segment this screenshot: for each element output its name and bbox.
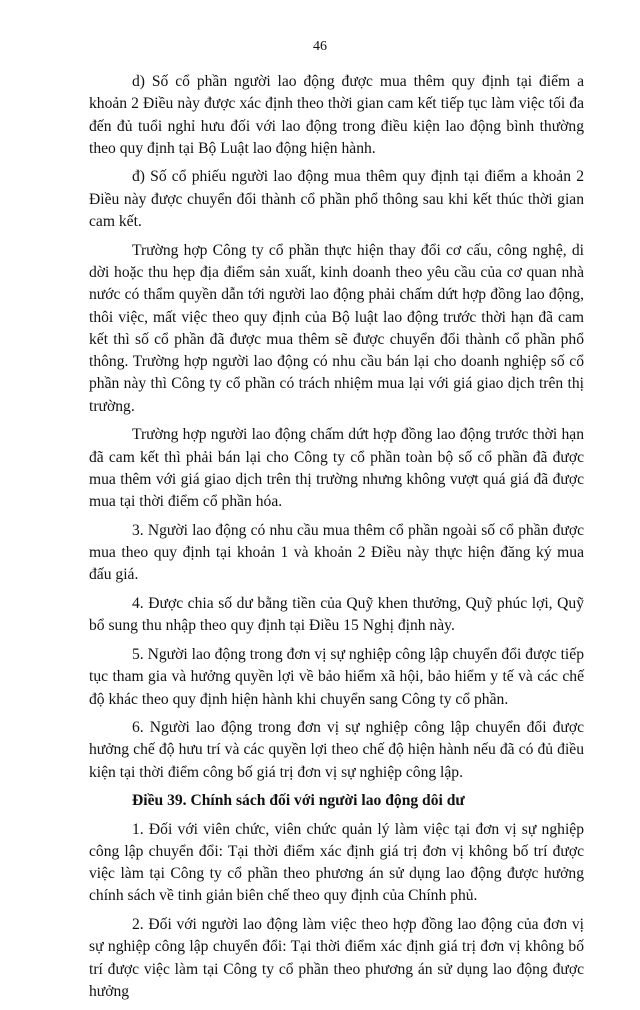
paragraph-clause-3: 3. Người lao động có nhu cầu mua thêm cổ phần ngoài số cổ phần được mua theo quy định tại khoản 1 và khoản 2 Điều này thực hiện đăng ký mua đấu giá. bbox=[89, 521, 584, 584]
page-number: 46 bbox=[313, 39, 327, 54]
paragraph-point-d: d) Số cổ phần người lao động được mua thêm quy định tại điểm a khoản 2 Điều này được xác định theo thời gian cam kết tiếp tục làm việc tối đa đến đủ tuổi nghỉ hưu đối với lao động trong điều kiện lao động bình thường theo quy định tại Bộ Luật lao động hiện hành. bbox=[89, 73, 584, 157]
paragraph-clause-4: 4. Được chia số dư bằng tiền của Quỹ khen thưởng, Quỹ phúc lợi, Quỹ bổ sung thu nhập theo quy định tại Điều 15 Nghị định này. bbox=[89, 595, 584, 635]
paragraph-article-39-clause-2: 2. Đối với người lao động làm việc theo hợp đồng lao động của đơn vị sự nghiệp công lập chuyển đổi: Tại thời điểm xác định giá trị đơn vị không bố trí được việc làm tại Công ty cổ phần theo phương án sử dụng lao động được hưởng bbox=[89, 916, 584, 1000]
paragraph-clause-6: 6. Người lao động trong đơn vị sự nghiệp công lập chuyển đổi được hưởng chế độ hưu trí và các quyền lợi theo chế độ hiện hành nếu đã có đủ điều kiện tại thời điểm công bố giá trị đơn vị sự nghiệp công lập. bbox=[89, 719, 584, 781]
paragraph-article-39-clause-1: 1. Đối với viên chức, viên chức quản lý làm việc tại đơn vị sự nghiệp công lập chuyển đổi: Tại thời điểm xác định giá trị đơn vị không bố trí được việc làm tại Công ty cổ phần theo phương án sử dụng lao động được hưởng chính sách về tinh giản biên chế theo quy định của Chính phủ. bbox=[89, 820, 584, 905]
article-39-heading: Điều 39. Chính sách đối với người lao động dôi dư bbox=[132, 792, 465, 810]
paragraph-restructuring-case: Trường hợp Công ty cổ phần thực hiện thay đổi cơ cấu, công nghệ, di dời hoặc thu hẹp địa điểm sản xuất, kinh doanh theo yêu cầu của cơ quan nhà nước có thẩm quyền dẫn tới người lao động phải chấm dứt hợp đồng lao động, thôi việc, mất việc theo quy định của Bộ luật lao động trước thời hạn đã cam kết thì số cổ phần đã được mua thêm sẽ được chuyển đổi thành cổ phần phổ thông. Trường hợp người lao động có nhu cầu bán lại cho doanh nghiệp số cổ phần này thì Công ty cổ phần có trách nhiệm mua lại với giá giao dịch trên thị trường. bbox=[89, 241, 584, 415]
document-body bbox=[89, 71, 584, 1010]
paragraph-early-termination-case: Trường hợp người lao động chấm dứt hợp đồng lao động trước thời hạn đã cam kết thì phải bán lại cho Công ty cổ phần toàn bộ số cổ phần đã được mua thêm với giá giao dịch trên thị trường nhưng không vượt quá giá đã được mua tại thời điểm cổ phần hóa. bbox=[89, 426, 584, 511]
paragraph-clause-5: 5. Người lao động trong đơn vị sự nghiệp công lập chuyển đổi được tiếp tục tham gia và hưởng quyền lợi về bảo hiểm xã hội, bảo hiểm y tế và các chế độ khác theo quy định hiện hành khi chuyển sang Công ty cổ phần. bbox=[89, 645, 584, 708]
paragraph-point-dd: đ) Số cổ phiếu người lao động mua thêm quy định tại điểm a khoản 2 Điều này được chuyển đổi thành cổ phần phổ thông sau khi kết thúc thời gian cam kết. bbox=[89, 168, 584, 231]
